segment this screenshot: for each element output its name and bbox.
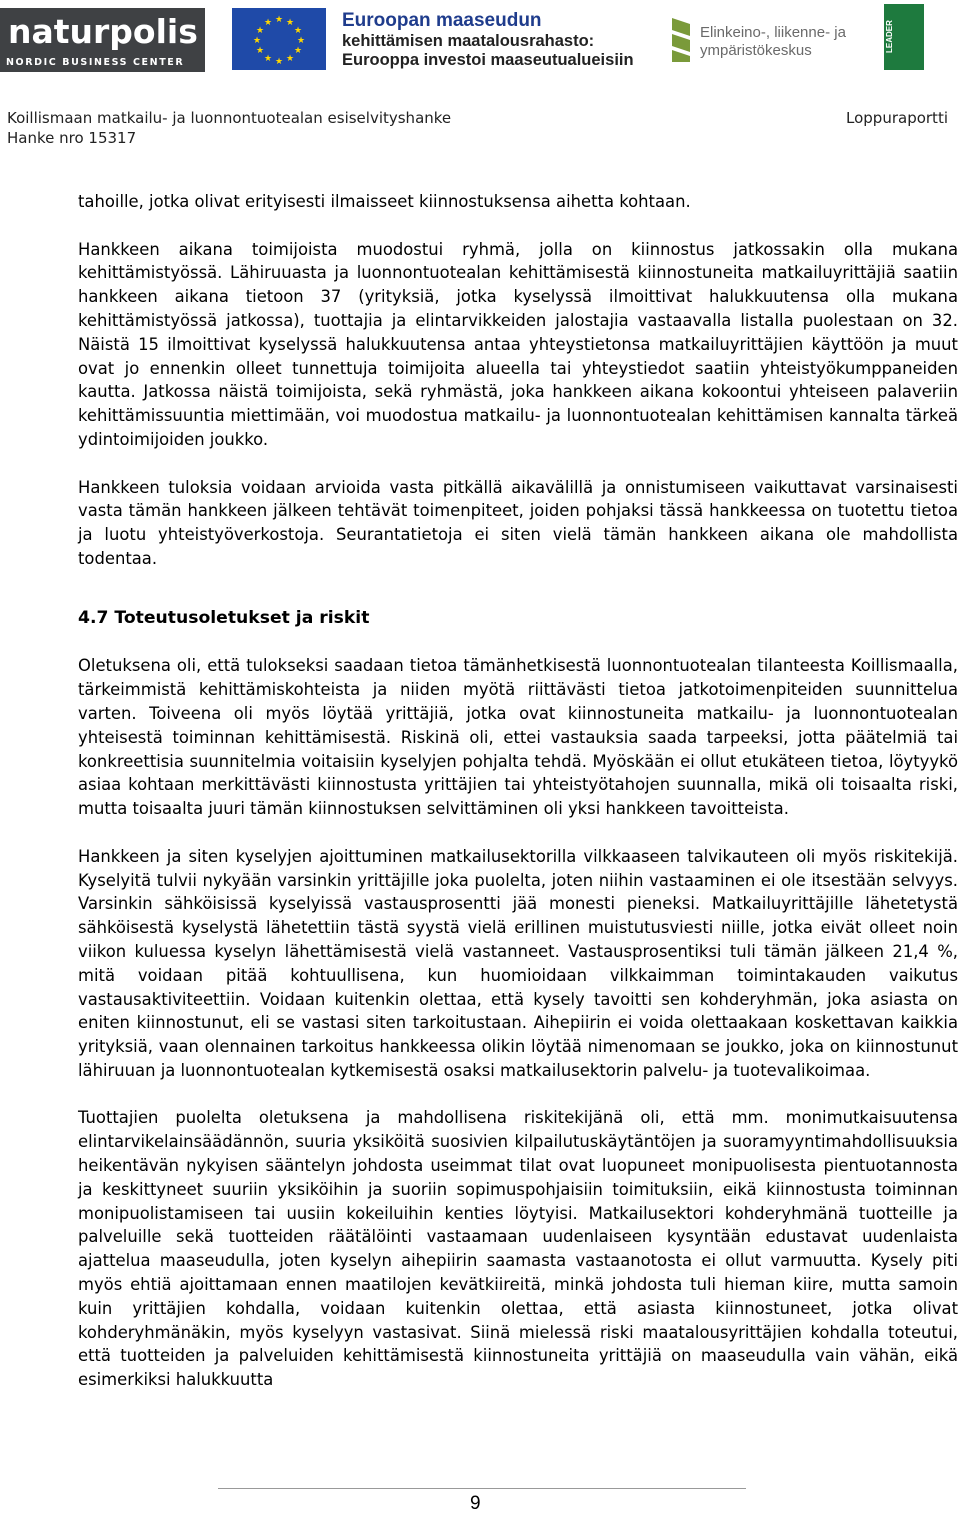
eu-fund-line-1: Euroopan maaseudun [342, 10, 542, 31]
ely-centre-icon [668, 14, 694, 66]
eu-fund-line-3: Eurooppa investoi maaseutualueisiin [342, 51, 634, 69]
svg-text:★: ★ [263, 18, 273, 28]
svg-text:★: ★ [252, 36, 262, 46]
running-header-left [7, 108, 451, 148]
naturpolis-logo [0, 8, 205, 72]
project-title: Koillismaan matkailu- ja luonnontuotealan esiselvityshanke [7, 109, 452, 127]
section-heading: 4.7 Toteutusoletukset ja riskit [78, 607, 370, 628]
svg-text:★: ★ [255, 46, 265, 56]
eu-flag-icon [232, 8, 326, 70]
svg-text:★: ★ [263, 54, 273, 64]
document-body [78, 190, 958, 1392]
naturpolis-logo-subtitle: NORDIC BUSINESS CENTER [6, 57, 185, 68]
paragraph-2: Hankkeen aikana toimijoista muodostui ryhmä, jolla on kiinnostus jatkossakin olla mukana kehittämistyössä. Lähiruuasta ja luonnontuotealan kehittämisestä kiinnostuneita matkailuyrittäjiä saatiin hankkeen aikana tietoon 37 (yrityksiä, jotka kyselyssä ilmoittivat halukkuutensa olla mukana kehittämistyössä jatkossa), tuottajia ja elintarvikkeiden jalostajia vastaavalla listalla puolestaan on 32. Näistä 15 ilmoittivat kyselyssä halukkuutensa antaa yhteystietonsa matkailuyrittäjien käyttöön ja muut ovat jo ennenkin olleet tunnettuja toimijoita alueella tai yhteystiedot saatiin yhteistyökumppaneiden kautta. Jatkossa näistä toimijoista, sekä ryhmästä, joka hankkeen aikana kokoontui yhteiseen palaveriin kehittämissuuntia miettimään, voi muodostua matkailu- ja luonnontuotealan kehittämisen kannalta tärkeä ydintoimijoiden joukko. [78, 239, 958, 449]
svg-text:★: ★ [285, 18, 295, 28]
ely-centre-text [700, 24, 860, 60]
paragraph-6: Tuottajien puolelta oletuksena ja mahdollisena riskitekijänä oli, että mm. monimutkaisuutensa elintarvikelainsäädännön, suuria yksiköitä suosivien kilpailutuskäytäntöjen ja suoramyyntimahdollisuuksia heikentävän nykyisen sääntelyn johdosta useimmat tilat ovat luopuneet monipuolisesta pientuotannosta ja keskittyneet suuriin yksiköihin ja suoriin sopimuspohjaisiin toimituksiin, eikä kiinnostusta toiminnan monipuolistamiseen tai uusiin kokeiluihin kenties löytyisi. Matkailusektori kohderyhmänä tuotteille ja palveluille sekä tuotteiden räätälöinti vastaamaan uudenlaiseen kysyntään edustavat uudenlaista ajattelua maaseudulla, joten kyselyn aihepiirin saamasta vastaanotosta ei ollut varmuutta. Kysely piti myös ehtiä ajoittamaan ennen maatilojen kevätkiireitä, minkä johdosta tuli hieman kiire, mutta samoin kuin yrittäjien kohdalla, voidaan kuitenkin olettaa, että asiasta kiinnostuneet, jotka olivat kohderyhmänäkin, myös kyselyyn vastasivat. Siinä mielessä riski maatalousyrittäjien kohdalla toteutui, että tuotteiden ja palveluiden kehittämisestä kiinnostuneita yrittäjiä on maaseudulla vain vähän, eikä esimerkiksi halukkuutta [78, 1108, 958, 1390]
svg-text:★: ★ [274, 15, 284, 25]
ely-centre-line-2: ympäristökeskus [700, 42, 812, 59]
paragraph-5: Hankkeen ja siten kyselyjen ajoittuminen matkailusektorilla vilkkaaseen talvikauteen oli myös riskitekijä. Kyselyitä tulvii nykyään varsinkin yrittäjille joka puolelta, joten niihin vastaaminen ei ole itsestään selvyys. Varsinkin sähköisissä kyselyissä vastausprosentti jää monesti pieneksi. Matkailuyrittäjille lähetetystä sähköisestä kyselystä lähetettiin tästä syystä vielä erillinen muistutusviesti niille, jotka eivät olleet noin viikon kuluessa kyselyn lähettämisestä vielä vastanneet. Vastausprosentiksi tuli tämän jälkeen 21,4 %, mitä voidaan pitää kohtuullisena, kun huomioidaan vilkkaimman toimintakauden vaikutus vastausaktiviteettiin. Voidaan kuitenkin olettaa, että kysely tavoitti sen kohderyhmän, joka asiasta on eniten kiinnostunut, eli se vastasi siten tarkoitustaan. Aihepiirin ei voida olettaakaan koskettavan kaikkia yrityksiä, vaan olennainen tarkoitus hankkeessa olikin löytää nimenomaan se joukko, joka on kiinnostunut lähiruuan ja luonnontuotealan kytkemisestä osaksi matkailusektorin palvelu- ja tuotevalikoimaa. [78, 846, 958, 1080]
svg-text:★: ★ [293, 46, 303, 56]
svg-text:★: ★ [255, 26, 265, 36]
report-type: Loppuraportti [846, 109, 948, 127]
page-number: 9 [470, 1493, 481, 1514]
leader-logo-word: LEADER [885, 20, 894, 54]
project-number: Hanke nro 15317 [7, 129, 137, 147]
paragraph-3: Hankkeen tuloksia voidaan arvioida vasta pitkällä aikavälillä ja onnistumiseen vaikuttavat varsinaisesti vasta tämän hankkeen jälkeen tehtävät toimenpiteet, joiden pohjaksi tässä hankkeessa on tuotettu tietoa ja luotu yhteistyöverkostoja. Seurantatietoja ei siten vielä tämän hankkeen aikana ole mahdollista todentaa. [78, 477, 958, 568]
eu-fund-text [342, 10, 652, 70]
paragraph-4: Oletuksena oli, että tulokseksi saadaan tietoa tämänhetkisestä luonnontuotealan tilanteesta Koillismaalla, tärkeimmistä kehittämiskohteista ja niiden myötä riittävästi tietoa jatkotoimenpiteiden suunnittelua varten. Toiveena oli myös löytää yrittäjiä, jotka ovat kiinnostuneita matkailu- ja luonnontuotealan yhteisestä toiminnan kehittämisestä. Riskinä oli, ettei vastauksia saada tarpeeksi, jotta päätelmiä tai konkreettisia suunnitelmia voitaisiin kyselyjen pohjalta tehdä. Myöskään ei ollut etukäteen tietoa, löytyykö asiaa kohtaan merkittävästi kiinnostusta yrittäjien tai yhteistyötahojen suunnalla, mikä oli toisaalta riski, mutta toisaalta juuri tämän kiinnostuksen selvittäminen oli yksi hankkeen tavoitteista. [78, 656, 958, 819]
svg-text:★: ★ [274, 57, 284, 67]
svg-text:★: ★ [293, 26, 303, 36]
ely-centre-line-1: Elinkeino-, liikenne- ja [700, 24, 846, 41]
svg-text:★: ★ [285, 54, 295, 64]
logo-bar [0, 0, 960, 80]
svg-text:★: ★ [296, 36, 306, 46]
paragraph-1: tahoille, jotka olivat erityisesti ilmaisseet kiinnostuksensa aihetta kohtaan. [78, 192, 691, 211]
naturpolis-logo-word: naturpolis [8, 12, 198, 51]
footer-rule [218, 1488, 746, 1489]
eu-fund-line-2: kehittämisen maatalousrahasto: [342, 32, 595, 50]
